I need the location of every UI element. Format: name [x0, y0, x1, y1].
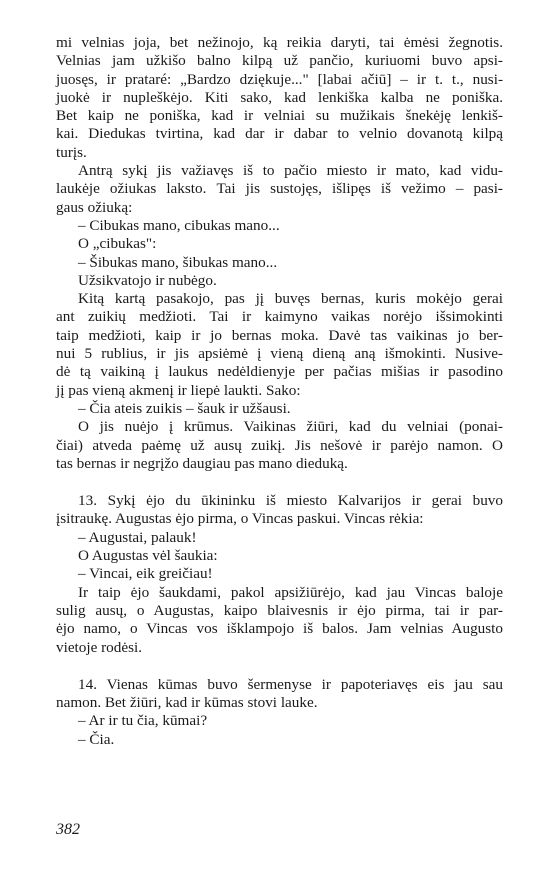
text-line: juosęs, ir prataré: „Bardzo dziękuje..." [labai ačiū] – ir t. t., nusi-: [56, 70, 503, 88]
text-line: – Cibukas mano, cibukas mano...: [78, 216, 280, 234]
text-line: Bet kaip ne poniška, kad ir velniai su mužikais šnekėję lenkiš-: [56, 107, 503, 125]
text-line: čiai) atveda paėmę už ausų zuikį. Jis nešovė ir parėjo namon. O: [56, 436, 503, 454]
text-line: taip medžioti, kaip ir jo bernas moka. Davė tas vaikinas jo ber-: [56, 326, 503, 344]
text-line: 14. Vienas kūmas buvo šermenyse ir papoteriavęs eis jau sau: [78, 675, 503, 693]
text-line: turįs.: [56, 143, 87, 161]
text-line: įsitraukę. Augustas ėjo pirma, o Vincas paskui. Vincas rėkia:: [56, 510, 424, 528]
text-line: mi velnias joja, bet nežinojo, ką reikia daryti, tai ėmėsi žegnotis.: [56, 34, 503, 51]
text-line: dė tą vaikiną į laukus nedėldienyje per pačias mišias ir pasodino: [56, 363, 503, 381]
text-line: nui 5 rublius, ir jis apsiėmė į vieną dieną aną išmokinti. Nusive-: [56, 345, 503, 363]
text-line: O Augustas vėl šaukia:: [78, 547, 218, 565]
text-line: – Čia ateis zuikis – šauk ir užšausi.: [78, 399, 291, 417]
text-line: tas bernas ir negrįžo daugiau pas mano dieduką.: [56, 454, 348, 472]
text-line: O „cibukas":: [78, 235, 157, 253]
text-line: – Čia.: [78, 730, 115, 748]
text-line: – Vincai, eik greičiau!: [78, 565, 213, 583]
text-line: 13. Sykį ėjo du ūkininku iš miesto Kalvarijos ir gerai buvo: [78, 492, 503, 510]
text-line: namon. Bet žiūri, kad ir kūmas stovi lauke.: [56, 694, 318, 712]
text-line: – Šibukas mano, šibukas mano...: [78, 253, 278, 271]
text-line: Ir taip ėjo šaukdami, pakol apsižiūrėjo, kad jau Vincas baloje: [78, 583, 503, 601]
text-line: gaus ožiuką:: [56, 198, 133, 216]
text-line: ant zuikių medžioti. Tai ir kaimyno vaikas norėjo išsimokinti: [56, 308, 503, 326]
text-line: – Augustai, palauk!: [78, 528, 197, 546]
text-line: – Ar ir tu čia, kūmai?: [78, 712, 208, 730]
text-line: Velnias jam užkišo balno kilpą už pančio, kuriuomi buvo apsi-: [56, 52, 503, 70]
text-line: kai. Diedukas tvirtina, kad dar ir dabar to velnio dovanotą kilpą: [56, 125, 503, 143]
text-line: juokė ir nupleškėjo. Kiti sako, kad lenkiška kalba ne poniška.: [56, 88, 503, 106]
page-text: [56, 34, 503, 749]
text-line: jį pas vieną akmenį ir liepė laukti. Sako:: [56, 381, 301, 399]
page-number: 382: [56, 821, 80, 838]
text-line: O jis nuėjo į krūmus. Vaikinas žiūri, kad du velniai (ponai-: [78, 418, 503, 436]
text-line: sulig ausų, o Augustas, kaipo blaivesnis ir ėjo pirma, tai ir par-: [56, 601, 503, 619]
text-line: Antrą sykį jis važiavęs iš to pačio miesto ir mato, kad vidu-: [78, 162, 503, 180]
text-line: ėjo namo, o Vincas vos išklampojo iš balos. Jam velnias Augusto: [56, 620, 503, 638]
text-line: Užsikvatojo ir nubėgo.: [78, 271, 217, 289]
text-line: laukėje ožiukas lakstо. Tai jis sustojęs, išlipęs iš vežimo – pasi-: [56, 180, 503, 198]
text-line: Kitą kartą pasakojo, pas jį buvęs bernas, kuris mokėjo gerai: [78, 290, 503, 308]
text-line: vietoje rodėsi.: [56, 638, 143, 656]
